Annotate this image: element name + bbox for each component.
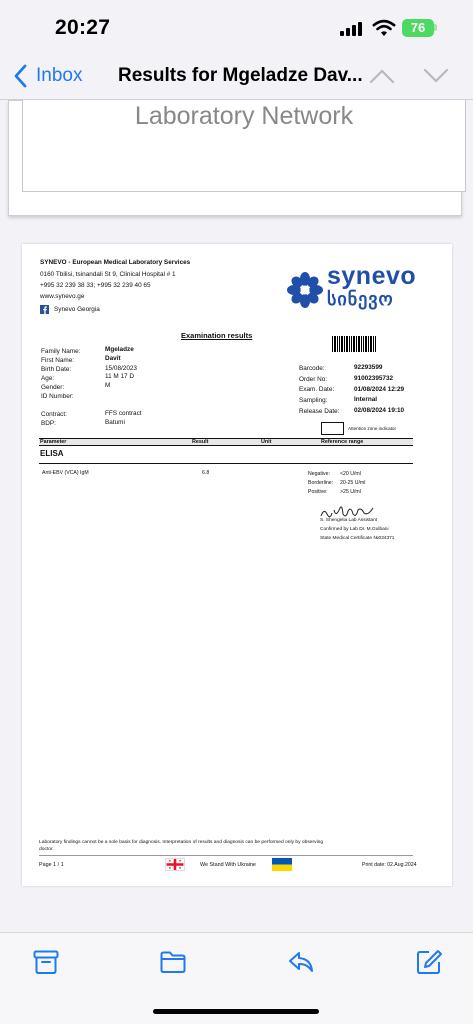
folder-icon[interactable] [159,948,187,976]
test-result: 6.8 [202,470,210,476]
label-exam-date: Exam. Date: [299,386,335,393]
compose-icon[interactable] [415,948,443,976]
synevo-flower-logo-icon [286,271,324,309]
status-time: 20:27 [55,16,111,39]
georgia-flag-icon [165,858,185,871]
attention-zone-box [321,422,344,435]
value-sampling: Internal [354,396,378,403]
stamp-line-1: S. Shengelia Lab Assistant [320,518,378,523]
ref-negative-value: <20 U/ml [340,471,361,477]
cellular-signal-icon [340,22,364,36]
value-barcode: 92293599 [354,364,383,371]
label-birth-date: Birth Date: [41,366,72,373]
battery-icon: 76 [402,19,434,37]
label-contract: Contract: [41,411,67,418]
battery-cap [434,24,437,31]
value-gender: M [105,382,111,389]
label-first-name: First Name: [41,357,75,364]
header-parameter: Parameter [40,439,67,445]
value-order-no: 91002395732 [354,375,394,382]
chevron-left-icon[interactable] [12,64,30,88]
value-release-date: 02/08/2024 19:10 [354,407,405,414]
stamp-line-2: Confirmed by Lab Dr. M.Gulbani [320,527,389,532]
value-birth-date: 15/08/2023 [105,365,137,372]
ref-borderline-value: 20-25 U/ml [340,480,366,486]
ukraine-flag-icon [272,858,292,871]
laboratory-network-text: Laboratory Network [134,102,354,130]
archive-icon[interactable] [32,948,60,976]
label-bdp: BDP: [41,420,56,427]
label-family-name: Family Name: [41,348,81,355]
section-elisa: ELISA [40,449,64,458]
header-reference-range: Reference range [321,439,364,445]
footer-divider [39,855,413,856]
header-unit: Unit [261,439,272,445]
attention-zone-label: Attention zone indicator [348,426,397,431]
value-bdp: Batumi [105,419,125,426]
facebook-icon [40,305,49,314]
synevo-logo-text: synevo [327,262,417,290]
examination-results-title: Examination results [181,331,253,340]
value-family-name: Mgeladze [105,346,134,353]
message-subject-title: Results for Mgeladze Dav... [118,65,363,86]
company-phones: +995 32 239 38 33; +995 32 239 40 65 [40,282,151,289]
previous-message-chevron-up-icon[interactable] [368,66,396,86]
next-message-chevron-down-icon[interactable] [422,66,450,86]
company-website: www.synevo.ge [40,293,85,300]
value-age: 11 M 17 D [105,373,135,380]
test-name: Anti-EBV (VCA) IgM [42,470,89,476]
disclaimer-text-cont: doctor. [39,847,54,852]
value-contract: FFS contract [105,410,142,417]
ref-positive-value: >25 U/ml [340,489,361,495]
wifi-icon [372,19,396,37]
stamp-line-3: State Medical Certificate №034371 [320,536,395,541]
label-order-no: Order No: [299,376,328,383]
disclaimer-text: Laboratory findings cannot be a sole basis for diagnosis. Interpretation of results and diagnosis can be performed only by observing [39,840,324,845]
company-address: 0160 Tbilisi, tsinandali St 9, Clinical Hospital # 1 [40,271,176,278]
back-to-inbox-button[interactable]: Inbox [36,65,83,86]
ref-negative-label: Negative: [308,471,330,477]
ref-borderline-label: Borderline: [308,480,334,486]
facebook-label: Synevo Georgia [54,306,100,313]
label-id-number: ID Number: [41,393,74,400]
print-date: Print date: 02.Aug.2024 [362,862,417,868]
section-divider [39,463,413,464]
label-age: Age: [41,375,55,382]
label-barcode: Barcode: [299,365,325,372]
synevo-logo-georgian: სინევო [327,289,394,309]
page-number: Page 1 / 1 [39,862,64,868]
ukraine-support-text: We Stand With Ukraine [200,862,256,868]
reply-icon[interactable] [287,948,315,976]
value-first-name: Davit [105,355,121,362]
header-result: Result [192,439,209,445]
value-exam-date: 01/08/2024 12:29 [354,386,405,393]
label-sampling: Sampling: [299,397,328,404]
pdf-attachment-page[interactable] [22,244,452,886]
label-gender: Gender: [41,384,65,391]
label-release-date: Release Date: [299,408,340,415]
company-name: SYNEVO - European Medical Laboratory Services [40,259,191,266]
ref-positive-label: Positive: [308,489,328,495]
home-indicator[interactable] [153,1009,319,1014]
barcode-image [332,336,376,352]
